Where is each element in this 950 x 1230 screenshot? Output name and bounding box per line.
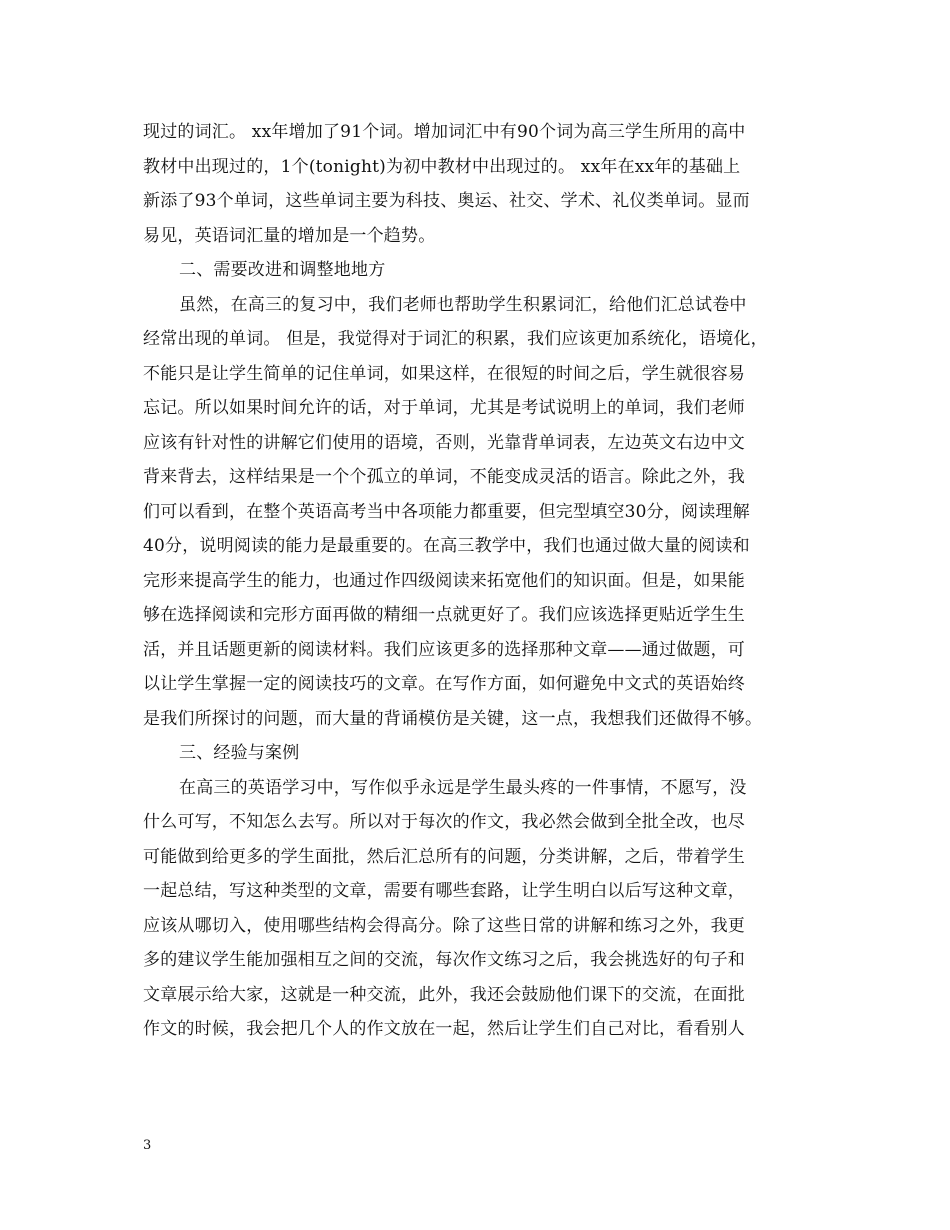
text-line: 应该从哪切入，使用哪些结构会得高分。除了这些日常的讲解和练习之外，我更 (143, 915, 745, 936)
text-line: 作文的时候，我会把几个人的作文放在一起，然后让学生们自己对比，看看别人 (143, 1019, 745, 1039)
text-line: 背来背去，这样结果是一个个孤立的单词，不能变成灵活的语言。除此之外，我 (143, 467, 745, 487)
text-line: 现过的词汇。 xx年增加了91个词。增加词汇中有90个词为高三学生所用的高中 (143, 122, 746, 142)
text-line: 忘记。所以如果时间允许的话，对于单词，尤其是考试说明上的单词，我们老师 (143, 398, 745, 418)
text-line: 多的建议学生能加强相互之间的交流，每次作文练习之后，我会挑选好的句子和 (143, 950, 745, 970)
text-line: 可能做到给更多的学生面批，然后汇总所有的问题，分类讲解，之后，带着学生 (143, 846, 745, 867)
body-text (143, 115, 813, 1047)
text-line: 不能只是让学生简单的记住单词，如果这样，在很短的时间之后，学生就很容易 (143, 363, 745, 384)
text-line: 文章展示给大家，这就是一种交流，此外，我还会鼓励他们课下的交流，在面批 (143, 984, 745, 1005)
text-line: 们可以看到，在整个英语高考当中各项能力都重要，但完型填空30分，阅读理解 (143, 501, 750, 522)
text-line: 易见，英语词汇量的增加是一个趋势。 (143, 225, 436, 246)
text-line: 新添了93个单词，这些单词主要为科技、奥运、社交、学术、礼仪类单词。显而 (143, 191, 750, 211)
text-line: 经常出现的单词。 但是，我觉得对于词汇的积累，我们应该更加系统化，语境化， (143, 329, 768, 349)
text-line: 应该有针对性的讲解它们使用的语境，否则，光靠背单词表，左边英文右边中文 (143, 432, 745, 453)
text-line: 是我们所探讨的问题，而大量的背诵模仿是关键，这一点，我想我们还做得不够。 (143, 708, 763, 729)
text-line: 什么可写，不知怎么去写。所以对于每次的作文，我必然会做到全批全改，也尽 (143, 812, 745, 832)
text-line: 三、经验与案例 (179, 743, 300, 763)
text-line: 40分，说明阅读的能力是最重要的。在高三教学中，我们也通过做大量的阅读和 (143, 536, 750, 556)
text-line: 一起总结，写这种类型的文章，需要有哪些套路，让学生明白以后写这种文章， (143, 881, 745, 901)
text-line: 以让学生掌握一定的阅读技巧的文章。在写作方面，如何避免中文式的英语始终 (143, 674, 745, 694)
text-line: 够在选择阅读和完形方面再做的精细一点就更好了。我们应该选择更贴近学生生 (143, 605, 745, 625)
text-line: 活，并且话题更新的阅读材料。我们应该更多的选择那种文章——通过做题，可 (143, 639, 745, 660)
text-line: 二、需要改进和调整地地方 (179, 260, 386, 280)
text-line: 完形来提高学生的能力，也通过作四级阅读来拓宽他们的知识面。但是，如果能 (143, 570, 745, 591)
page-number: 3 (143, 1138, 152, 1153)
text-line: 虽然，在高三的复习中，我们老师也帮助学生积累词汇，给他们汇总试卷中 (179, 294, 747, 315)
text-line: 在高三的英语学习中，写作似乎永远是学生最头疼的一件事情，不愿写，没 (179, 777, 747, 798)
text-line: 教材中出现过的，1个(tonight)为初中教材中出现过的。 xx年在xx年的基础上 (143, 156, 741, 177)
